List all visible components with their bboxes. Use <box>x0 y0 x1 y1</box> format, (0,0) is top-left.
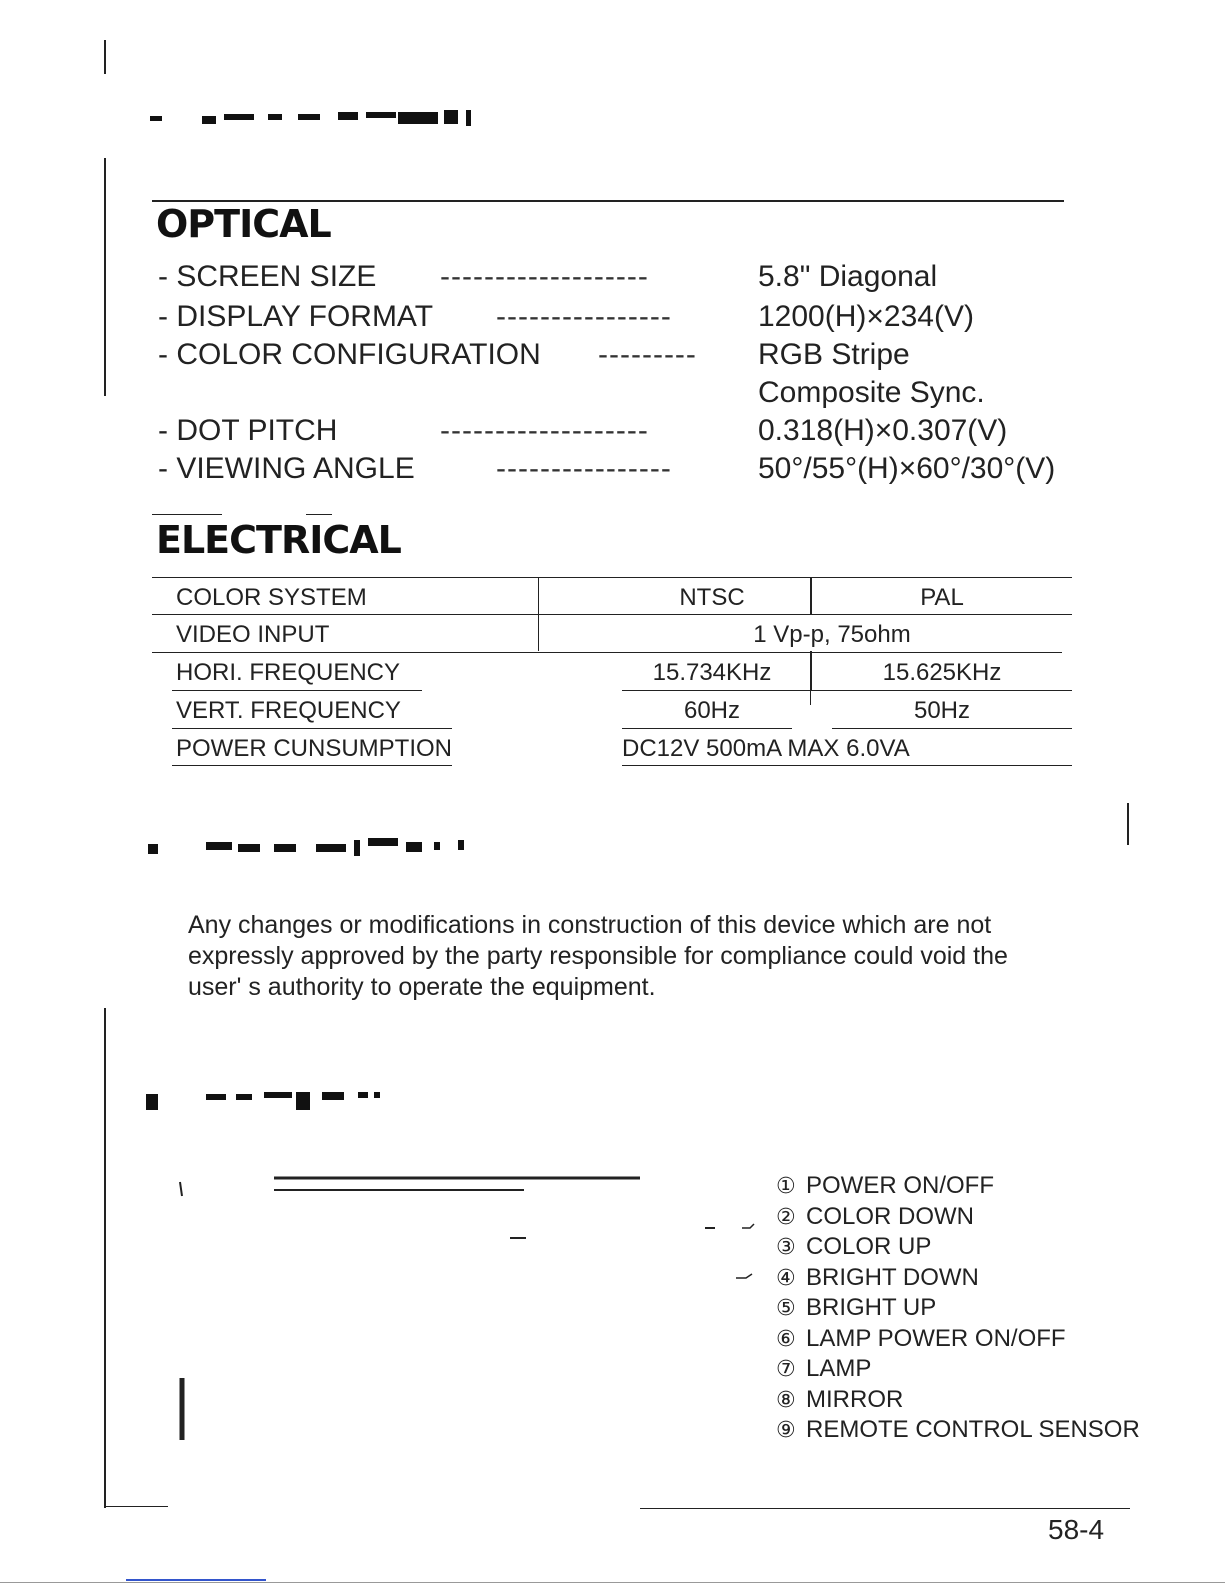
legend-item <box>776 1416 1140 1447</box>
cropped-heading-2 <box>146 832 546 882</box>
legend-number: ⑤ <box>776 1295 796 1320</box>
legend-number: ① <box>776 1173 796 1198</box>
scan-edge <box>0 1582 1225 1583</box>
table-row <box>152 577 1072 614</box>
device-diagram <box>170 1170 770 1470</box>
pal-value: PAL <box>920 584 964 611</box>
legend-label: POWER ON/OFF <box>806 1172 994 1199</box>
legend-number: ⑨ <box>776 1417 796 1442</box>
row-label: VIDEO INPUT <box>176 621 330 648</box>
ntsc-value: 15.734KHz <box>652 659 772 686</box>
legend-item <box>776 1294 1140 1325</box>
legend-item <box>776 1233 1140 1264</box>
legend-number: ⑥ <box>776 1325 796 1351</box>
scan-edge-link <box>126 1579 266 1581</box>
scan-mark <box>104 40 106 74</box>
spec-value: 0.318(H)×0.307(V) <box>758 414 1008 447</box>
spec-label: - SCREEN SIZE <box>158 260 377 293</box>
pal-value: 15.625KHz <box>882 659 1002 686</box>
legend-label: LAMP POWER ON/OFF <box>806 1324 1066 1352</box>
table-row <box>152 652 1072 689</box>
ntsc-value: 60Hz <box>683 697 741 724</box>
row-label: HORI. FREQUENCY <box>176 659 401 686</box>
spec-value: 1200(H)×234(V) <box>758 300 974 333</box>
optical-title: OPTICAL <box>156 202 331 246</box>
electrical-title: ELECTRICAL <box>156 518 401 562</box>
legend-item <box>776 1355 1140 1386</box>
footer-rule <box>640 1508 1130 1509</box>
table-rule <box>172 765 452 766</box>
legend-label: BRIGHT UP <box>806 1294 937 1321</box>
control-legend <box>776 1172 1140 1447</box>
cropped-heading-1 <box>148 108 548 148</box>
row-label: POWER CUNSUMPTION <box>176 735 452 762</box>
scan-mark <box>104 158 106 396</box>
legend-label: LAMP <box>806 1355 872 1382</box>
row-label: VERT. FREQUENCY <box>176 697 401 724</box>
spec-leader: ------------------- <box>440 260 649 293</box>
spec-leader: --------- <box>598 338 697 371</box>
spec-leader: ---------------- <box>496 452 672 485</box>
ntsc-value: NTSC <box>679 584 745 611</box>
section-rule <box>152 514 222 515</box>
spec-label: - DISPLAY FORMAT <box>158 300 434 333</box>
table-row <box>152 690 1072 727</box>
legend-item <box>776 1325 1140 1356</box>
legend-number: ⑦ <box>776 1356 796 1381</box>
spec-value: Composite Sync. <box>758 376 985 409</box>
spec-label: - COLOR CONFIGURATION <box>158 338 541 371</box>
row-label: COLOR SYSTEM <box>176 584 367 611</box>
span-value: DC12V 500mA MAX 6.0VA <box>622 735 910 762</box>
legend-number: ② <box>776 1203 796 1229</box>
spec-label: - VIEWING ANGLE <box>158 452 415 485</box>
span-value: 1 Vp-p, 75ohm <box>753 621 911 648</box>
caution-paragraph: Any changes or modifications in construction of this device which are not expressly approved by the party responsible for compliance could void the user' s authority to operate the equipment. <box>188 911 1008 1001</box>
legend-item <box>776 1264 1140 1295</box>
electrical-table <box>152 577 1072 769</box>
scan-mark <box>104 1506 168 1507</box>
table-row <box>152 614 1072 651</box>
legend-label: BRIGHT DOWN <box>806 1263 979 1291</box>
legend-item <box>776 1172 1140 1203</box>
legend-number: ③ <box>776 1234 796 1259</box>
spec-value: RGB Stripe <box>758 338 910 371</box>
spec-value: 5.8" Diagonal <box>758 260 938 293</box>
cropped-heading-3 <box>146 1088 466 1118</box>
page-number: 58-4 <box>1048 1514 1105 1545</box>
legend-label: COLOR UP <box>806 1233 932 1260</box>
legend-label: COLOR DOWN <box>806 1202 974 1230</box>
scan-mark <box>1127 803 1129 845</box>
legend-item <box>776 1203 1140 1234</box>
table-row <box>152 728 1072 765</box>
spec-leader: ---------------- <box>496 300 672 333</box>
table-rule <box>622 765 1072 766</box>
legend-number: ④ <box>776 1264 796 1290</box>
spec-label: - DOT PITCH <box>158 414 338 447</box>
legend-label: REMOTE CONTROL SENSOR <box>806 1416 1140 1443</box>
scan-mark <box>104 1008 106 1508</box>
section-rule <box>306 514 332 515</box>
legend-number: ⑧ <box>776 1386 796 1412</box>
spec-value: 50°/55°(H)×60°/30°(V) <box>758 452 1056 485</box>
legend-label: MIRROR <box>806 1385 904 1413</box>
legend-item <box>776 1386 1140 1417</box>
pal-value: 50Hz <box>913 697 971 724</box>
spec-leader: ------------------- <box>440 414 649 447</box>
